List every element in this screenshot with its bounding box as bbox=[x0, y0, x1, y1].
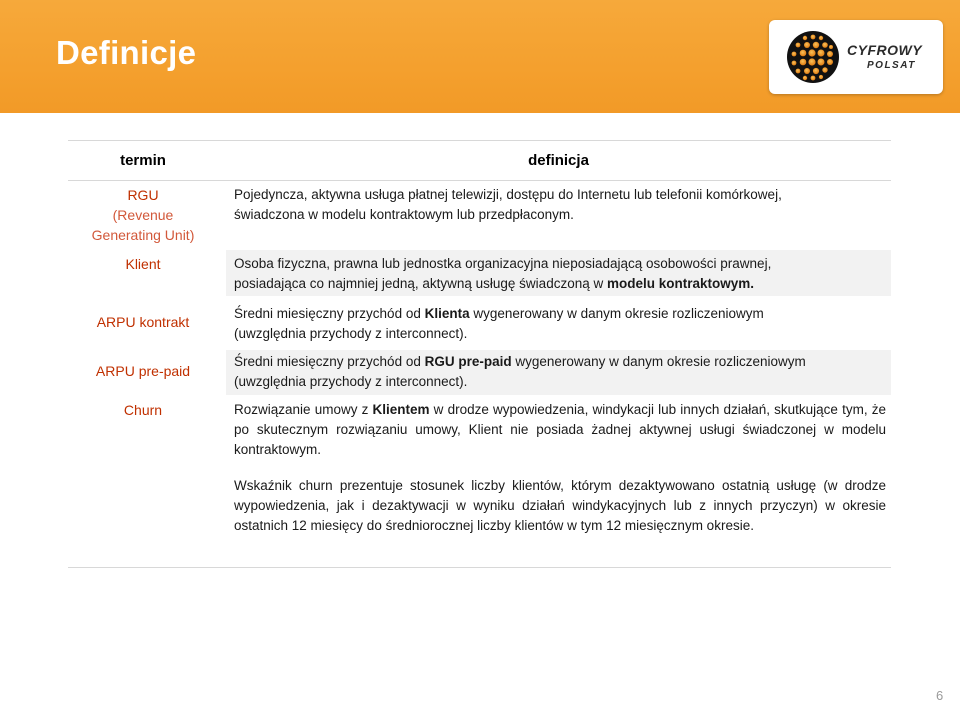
table-bottom-rule bbox=[68, 567, 891, 568]
definition-text: Osoba fizyczna, prawna lub jednostka organizacyjna nieposiadającą osobowości prawnej, bbox=[234, 256, 772, 271]
definition-arpu-prepaid bbox=[234, 352, 886, 392]
cyfrowy-polsat-logo bbox=[769, 20, 943, 94]
table-header-rule bbox=[68, 180, 891, 181]
column-header-definition: definicja bbox=[528, 152, 589, 169]
slide-title: Definicje bbox=[56, 34, 197, 71]
column-header-term: termin bbox=[120, 152, 166, 169]
table-top-rule bbox=[68, 140, 891, 141]
term-label: RGU bbox=[127, 187, 159, 203]
term-rgu bbox=[68, 185, 218, 245]
term-label-expansion: (Revenue bbox=[112, 207, 174, 223]
definition-text: Średni miesięczny przychód od Klienta wygenerowany w danym okresie rozliczeniowym bbox=[234, 306, 764, 321]
definition-text: (uwzględnia przychody z interconnect). bbox=[234, 326, 468, 341]
term-klient: Klient bbox=[125, 256, 161, 272]
definition-churn-indicator: Wskaźnik churn prezentuje stosunek liczby klientów, którym dezaktywowano ostatnią usługę (w drodze wypowiedzenia, jak i dezaktywacji w wyniku działań windykacyjnych lub z innych przyczyn) w okresie ostatnich 12 miesięcy do średniorocznej liczby klientów w tym 12 miesięcznym okresie. bbox=[234, 478, 886, 533]
logo-wordmark-line2: POLSAT bbox=[867, 60, 916, 71]
term-label-expansion: Generating Unit) bbox=[91, 227, 195, 243]
definition-churn: Rozwiązanie umowy z Klientem w drodze wypowiedzenia, windykacji lub innych działań, skutkujące tym, że po skutecznym rozwiązaniu umowy, Klient nie posiada żadnej aktywnej usługi świadczonej w modelu kontraktowym. bbox=[234, 402, 887, 457]
logo-wordmark-line1: CYFROWY bbox=[847, 42, 923, 58]
definition-text: Średni miesięczny przychód od RGU pre-paid wygenerowany w danym okresie rozliczeniowym bbox=[234, 354, 806, 369]
page-number: 6 bbox=[936, 688, 944, 703]
definition-klient bbox=[234, 254, 886, 294]
term-arpu-kontrakt: ARPU kontrakt bbox=[96, 314, 190, 330]
definition-text: (uwzględnia przychody z interconnect). bbox=[234, 374, 468, 389]
globe-logo-icon bbox=[783, 26, 843, 88]
definition-rgu bbox=[234, 185, 886, 225]
term-churn: Churn bbox=[123, 402, 163, 418]
definition-text: świadczona w modelu kontraktowym lub przedpłaconym. bbox=[234, 207, 574, 222]
definition-arpu-kontrakt bbox=[234, 304, 886, 344]
slide-header bbox=[0, 0, 960, 113]
definition-text: Pojedyncza, aktywna usługa płatnej telewizji, dostępu do Internetu lub telefonii komórkowej, bbox=[234, 187, 782, 202]
term-arpu-prepaid: ARPU pre-paid bbox=[95, 363, 191, 379]
definition-text: posiadająca co najmniej jedną, aktywną usługę świadczoną w modelu kontraktowym. bbox=[234, 276, 755, 291]
